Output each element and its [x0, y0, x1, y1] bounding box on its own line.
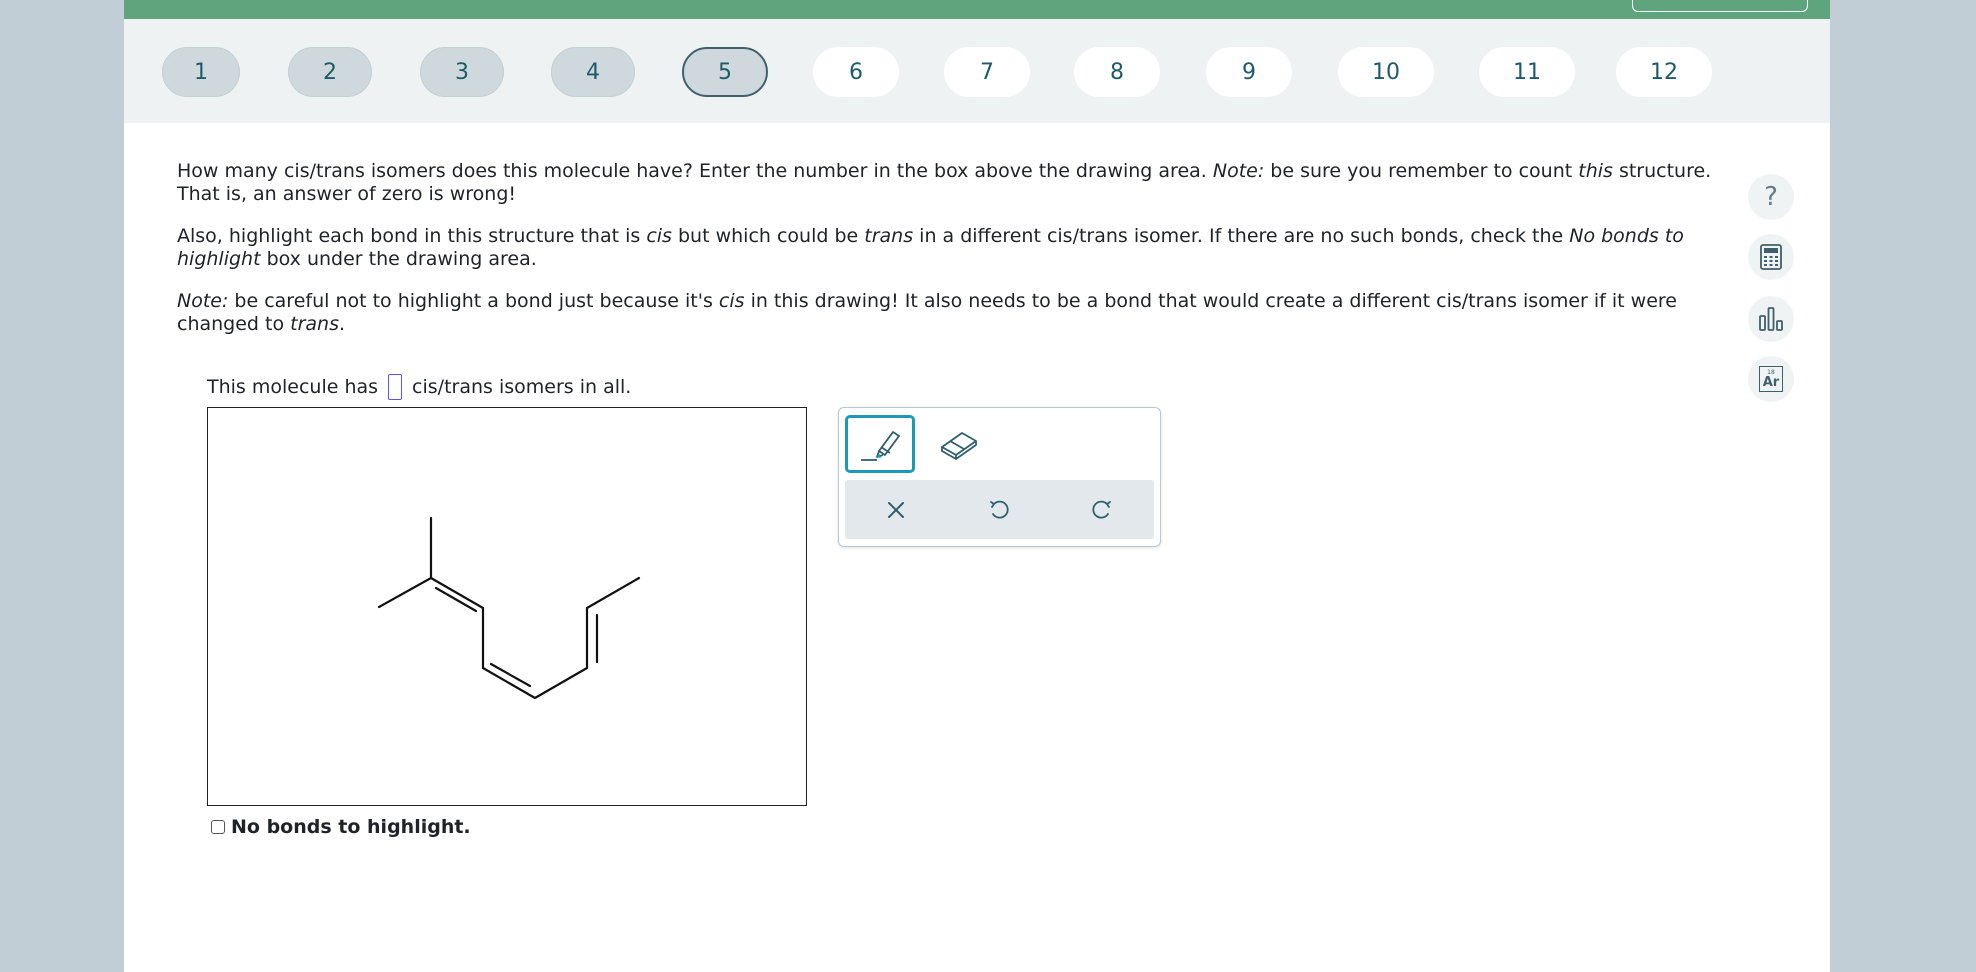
no-bonds-checkbox-row[interactable] — [211, 816, 471, 838]
calculator-button[interactable] — [1748, 234, 1794, 280]
calculator-icon — [1759, 243, 1783, 271]
eraser-icon — [938, 427, 980, 461]
chart-icon — [1757, 305, 1785, 333]
drawing-toolbox — [838, 407, 1161, 547]
bond-double-1[interactable] — [431, 578, 483, 608]
page — [124, 0, 1830, 972]
question-12-button[interactable]: 12 — [1616, 47, 1712, 97]
redo-icon — [1091, 499, 1113, 521]
clear-button[interactable] — [878, 492, 914, 528]
header-button[interactable] — [1632, 0, 1808, 12]
question-11-button[interactable]: 11 — [1479, 47, 1575, 97]
bond-single-2[interactable] — [535, 668, 587, 698]
question-1-button[interactable]: 1 — [162, 47, 240, 97]
help-button[interactable] — [1748, 174, 1794, 220]
question-8-button[interactable]: 8 — [1074, 47, 1160, 97]
answer-prefix: This molecule has — [207, 375, 379, 398]
periodic-table-icon: 18 Ar — [1759, 366, 1783, 392]
eraser-tool[interactable] — [937, 422, 981, 466]
question-10-button[interactable]: 10 — [1338, 47, 1434, 97]
bond-double-2[interactable] — [483, 668, 535, 698]
clear-icon — [886, 500, 906, 520]
answer-line — [207, 374, 631, 400]
tool-actions-row — [845, 480, 1154, 539]
question-9-button[interactable]: 9 — [1206, 47, 1292, 97]
highlighter-tool[interactable] — [845, 415, 915, 473]
question-5-button[interactable]: 5 — [682, 47, 768, 97]
help-icon: ? — [1764, 182, 1778, 212]
instruction-paragraph-1: How many cis/trans isomers does this molecule have? Enter the number in the box above the drawing area. Note: be sure you remember to count this structure. That is, an answer of zero is wrong! — [177, 160, 1712, 205]
periodic-table-button[interactable] — [1748, 356, 1794, 402]
isomer-count-input[interactable] — [388, 374, 402, 400]
bond-methyl-left[interactable] — [379, 578, 431, 607]
highlighter-icon — [857, 424, 903, 464]
no-bonds-label: No bonds to highlight. — [231, 816, 471, 838]
instruction-paragraph-3: Note: be careful not to highlight a bond just because it's cis in this drawing! It also needs to be a bond that would create a different cis/trans isomer if it were changed to trans. — [177, 290, 1677, 335]
question-3-button[interactable]: 3 — [420, 47, 504, 97]
question-6-button[interactable]: 6 — [813, 47, 899, 97]
question-navigator — [124, 19, 1830, 123]
answer-suffix: cis/trans isomers in all. — [412, 375, 632, 398]
question-2-button[interactable]: 2 — [288, 47, 372, 97]
instruction-paragraph-2: Also, highlight each bond in this structure that is cis but which could be trans in a different cis/trans isomer. If there are no such bonds, check the No bonds to highlight box under the drawing area. — [177, 225, 1684, 270]
undo-icon — [988, 499, 1010, 521]
data-chart-button[interactable] — [1748, 296, 1794, 342]
no-bonds-checkbox[interactable] — [211, 820, 225, 834]
drawing-area[interactable] — [207, 407, 807, 806]
molecule-structure[interactable] — [208, 408, 805, 804]
question-7-button[interactable]: 7 — [944, 47, 1030, 97]
bond-terminal-methyl[interactable] — [587, 578, 639, 608]
header-bar — [124, 0, 1830, 19]
undo-button[interactable] — [981, 492, 1017, 528]
question-4-button[interactable]: 4 — [551, 47, 635, 97]
redo-button[interactable] — [1084, 492, 1120, 528]
